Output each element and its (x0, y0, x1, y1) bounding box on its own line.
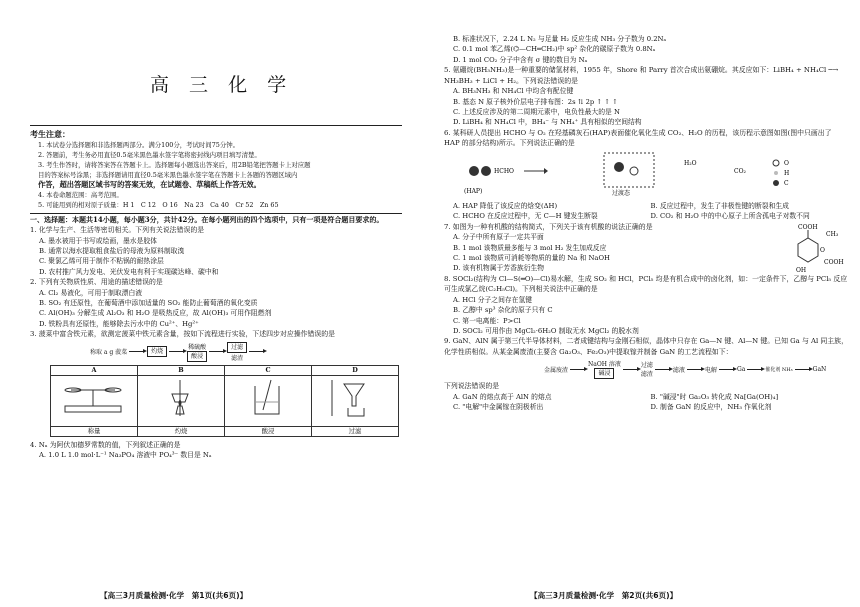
q9-option: D. 制备 GaN 的反应中，NH₃ 作氧化剂 (650, 403, 772, 412)
question-5: 5. 氨硼烷(BH₃NH₃)是一种重要的储氢材料，1955 年，Shore 和 Parry 首次合成出氨硼烷。其反应如下：LiBH₄ + NH₄Cl ─→ NH₃BH₃ + LiCl + H₂。下列说法错误的是 (444, 66, 839, 85)
question-4: 4. Nₐ 为阿伏加德罗常数的值，下列叙述正确的是 (30, 440, 181, 449)
flow-arrow (570, 369, 586, 370)
q7-structure (768, 222, 848, 274)
flow-arrow (795, 369, 811, 370)
q4-option: B. 标准状况下，2.24 L N₂ 与足量 H₂ 反应生成 NH₃ 分子数为 0.2Nₐ (453, 35, 667, 43)
flow-residue: 滤渣 (231, 354, 244, 362)
left-questions (30, 214, 420, 461)
flow-product: GaN (812, 365, 827, 373)
footer-left: 【高三3月质量检测·化学 第1页(共6页)】 (100, 591, 248, 600)
q6-option: B. 反应过程中，发生了非极性键的断裂和生成 (650, 201, 789, 210)
q6-label: (HAP) (464, 187, 483, 195)
question-2: 2. 下列有关物质性质、用途的描述错误的是 (30, 278, 163, 287)
flow-arrow (623, 369, 639, 370)
q8-option: D. SOCl₂ 可用作由 MgCl₂·6H₂O 制取无水 MgCl₂ 的脱水剂 (453, 327, 639, 335)
flow-step-filter: 过滤 (227, 342, 247, 353)
q6-option: C. HCHO 在反应过程中，无 C—H 键发生断裂 (453, 212, 598, 221)
flow-step-electrolysis: 电解 (704, 366, 717, 374)
q7-option: C. 1 mol 该物质可消耗等物质的量的 Na 和 NaOH (453, 253, 610, 262)
q8-option: A. HCl 分子之间存在氢键 (453, 295, 533, 304)
q9-prompt: 下列说法错误的是 (444, 382, 500, 391)
flow-acid-group (187, 342, 207, 362)
q9-options-row (444, 402, 848, 412)
q9-option: B. "碱浸"时 Ga₂O₃ 转化成 Na[Ga(OH)₄] (650, 392, 779, 401)
flow-reagent: NaOH 溶液 (588, 361, 621, 369)
flow-arrow (129, 351, 145, 352)
flow-arrow (687, 369, 703, 370)
page-right (430, 0, 860, 607)
flow-arrow (655, 369, 671, 370)
flow-residue: 滤渣 (640, 371, 653, 379)
q7-group: COOH (798, 224, 818, 232)
q9-options-row (444, 392, 848, 402)
q5-option: A. BH₃NH₃ 和 NH₄Cl 中均含有配位键 (453, 87, 574, 96)
question-9: 9. GaN、AlN 属于第三代半导体材料，二者成键结构与金刚石相似，晶体中只存在 Ga—N 键、Al—N 键。已知 Ga 与 Al 同主族，化学性质相似。从某金属废渣(主要含 Ga₂O₃、Fe₂O₃)中提取镓并制备 GaN 的工艺流程如下： (444, 337, 848, 356)
q2-option: A. Cl₂ 易液化，可用于制取漂白液 (39, 288, 143, 297)
paper-title: 高 三 化 学 (150, 74, 294, 96)
q1-option: D. 农村推广风力发电、光伏发电有利于实现碳达峰、碳中和 (39, 267, 219, 276)
q6-option: A. HAP 降低了该反应的焓变(ΔH) (453, 201, 558, 210)
q4-option: C. 0.1 mol 苯乙烯(⌬—CH═CH₂)中 sp² 杂化的碳原子数为 0.8Nₐ (453, 45, 656, 54)
question-1: 1. 化学与生产、生活等密切相关。下列有关说法错误的是 (30, 226, 205, 234)
apparatus-caption: 酸浸 (225, 426, 311, 436)
q7-group: O (820, 247, 825, 255)
q8-option: C. 第一电离能：P>Cl (453, 316, 521, 325)
q7-group: COOH (824, 259, 844, 267)
q1-option: C. 聚氯乙烯可用于制作不粘锅的耐热涂层 (39, 257, 164, 266)
flow-catalyst: 催化剂 NH₃ (765, 366, 793, 373)
apparatus-a (50, 365, 138, 437)
flow-arrow (747, 369, 763, 370)
q5-option: D. LiBH₄ 和 NH₄Cl 中，BH₄⁻ 与 NH₄⁺ 具有相似的空间结构 (453, 118, 642, 127)
question-7: 7. 如图为一种有机酸的结构简式，下列关于该有机酸的说法正确的是 (444, 222, 653, 231)
notice-title: 考生注意： (30, 129, 70, 139)
q1-option: A. 墨水被用于书写或绘画，墨水是胶体 (39, 236, 157, 245)
q6-options-row (444, 211, 848, 221)
flow-ga: Ga (736, 365, 746, 373)
q4-option: D. 1 mol CO₂ 分子中含有 σ 键的数目为 Nₐ (453, 55, 588, 64)
flow-leach-group (588, 359, 621, 379)
flow-arrow (719, 369, 735, 370)
q7-group: OH (796, 267, 807, 275)
flow-step-leach: 碱浸 (594, 368, 614, 379)
notice-line: 4. 本卷命题范围：高考范围。 (38, 191, 123, 199)
apparatus-d (311, 365, 399, 437)
q2-option: B. SO₂ 有还原性，在葡萄酒中添加适量的 SO₂ 能防止葡萄酒的氧化变质 (39, 299, 258, 308)
apparatus-caption: 称量 (51, 426, 137, 436)
flow-filter-group (641, 360, 653, 378)
beaker-icon (225, 376, 309, 420)
q7-group: CH₃ (826, 231, 839, 239)
question-8: 8. SOCl₂(结构为 Cl—S(═O)—Cl)易水解，生成 SO₂ 和 HCl，PCl₅ 均是有机合成中的卤化剂，如：一定条件下，乙醇与 PCl₅ 反应可生成氯乙烷(C₂H₅Cl)。下列相关说法中正确的是 (444, 274, 848, 294)
flow-start: 金属废渣 (544, 366, 569, 374)
q6-legend: H (784, 169, 790, 177)
q9-flowchart (544, 359, 848, 379)
q6-mechanism-diagram (444, 149, 848, 197)
q1-option: B. 通常以海水提取粗食盐后的母液为原料制取溴 (39, 246, 185, 255)
q6-option: D. CO₂ 和 H₂O 中的中心原子上所含孤电子对数不同 (650, 212, 810, 221)
notice-line: 作答，超出答题区域书写的答案无效，在试题卷、草稿纸上作答无效。 (38, 180, 261, 189)
q3-flowchart (90, 342, 420, 362)
q8-option: B. 乙醇中 sp³ 杂化的原子只有 C (453, 306, 553, 315)
flow-filtrate: 滤液 (672, 366, 685, 374)
apparatus-b (137, 365, 225, 437)
apparatus-label: C (225, 366, 311, 376)
q3-apparatus (50, 365, 420, 437)
crucible-burner-icon (138, 376, 222, 420)
question-6: 6. 某科研人员提出 HCHO 与 O₂ 在羟基磷灰石(HAP)表面催化氧化生成 CO₂、H₂O 的历程，该历程示意图如图(图中只画出了 HAP 的部分结构)所示。下列说法正确的是 (444, 128, 832, 148)
q2-option: C. Al(OH)₃ 分解生成 Al₂O₃ 和 H₂O 是吸热反应，故 Al(OH)₃ 可用作阻燃剂 (39, 309, 272, 318)
footer-right: 【高三3月质量检测·化学 第2页(共6页)】 (530, 591, 678, 600)
flow-reagent: 稀硫酸 (188, 343, 207, 351)
flow-start: 称取 a g 菠菜 (90, 349, 128, 357)
q7-option: D. 该有机物属于芳香族衍生物 (453, 264, 545, 273)
q4-option: A. 1.0 L 1.0 mol·L⁻¹ Na₃PO₄ 溶液中 PO₄³⁻ 数目是 Nₐ (39, 451, 212, 460)
apparatus-label: D (312, 366, 398, 376)
q9-option: C. "电解"中金属镓在阴极析出 (453, 403, 544, 412)
section-heading: 一、选择题：本题共14小题，每小题3分，共计42分。在每小题列出的四个选项中，只有一项是符合题目要求的。 (30, 215, 384, 224)
flow-arrow (209, 351, 225, 352)
apparatus-c (224, 365, 312, 437)
flow-step-filter: 过滤 (640, 362, 653, 370)
apparatus-label: B (138, 366, 224, 376)
q5-option: C. 上述反应涉及的第二周期元素中，电负性最大的是 N (453, 108, 620, 117)
q6-label: CO₂ (734, 167, 746, 175)
q2-option: D. 铁粉具有还原性，能够除去污水中的 Cu²⁺、Hg²⁺ (39, 319, 199, 328)
flow-step-burn: 灼烧 (147, 346, 167, 357)
apparatus-caption: 灼烧 (138, 426, 224, 436)
flow-arrow (169, 351, 185, 352)
q7-option: A. 分子中所有原子一定共平面 (453, 233, 544, 242)
q9-option: A. GaN 的熔点高于 AlN 的熔点 (453, 392, 552, 401)
q6-label: H₂O (684, 159, 697, 167)
q6-legend: O (784, 159, 789, 167)
apparatus-label: A (51, 366, 137, 376)
q6-options-row (444, 201, 848, 211)
funnel-icon (312, 376, 396, 420)
notice-line: 目的答案标号涂黑；非选择题请用直径0.5毫米黑色墨水签字笔在答题卡上各题的答题区域内 (38, 171, 298, 179)
notice-line: 2. 答题前，考生务必用直径0.5毫米黑色墨水签字笔将密封线内项目填写清楚。 (38, 151, 261, 159)
notice-box (30, 125, 402, 214)
q6-label: 过渡态 (612, 189, 631, 197)
right-questions (444, 34, 848, 413)
q6-legend: C (784, 179, 789, 187)
apparatus-caption: 过滤 (312, 426, 398, 436)
balance-icon (51, 376, 135, 420)
question-3: 3. 菠菜中富含铁元素，欲测定菠菜中铁元素含量，按如下流程进行实验，下述四步对应操作错误的是 (30, 330, 336, 339)
flow-step-acid: 酸浸 (187, 351, 207, 362)
notice-line: 3. 考生作答时，请将答案答在答题卡上。选择题每小题选出答案后，用2B铅笔把答题卡上对应题 (38, 161, 311, 169)
q5-option: B. 基态 N 原子核外价层电子排布图：2s ⇅ 2p ↑ ↑ ↑ (453, 97, 618, 106)
flow-filter-group (227, 342, 247, 362)
q6-label: HCHO (494, 167, 514, 175)
notice-line: 5. 可能用到的相对原子质量：H 1 C 12 O 16 Na 23 Ca 40 Cr 52 Zn 65 (38, 201, 279, 209)
flow-arrow (249, 351, 265, 352)
notice-line: 1. 本试卷分选择题和非选择题两部分。满分100分，考试时间75分钟。 (38, 141, 240, 149)
q7-option: B. 1 mol 该物质最多能与 3 mol H₂ 发生加成反应 (453, 243, 607, 252)
